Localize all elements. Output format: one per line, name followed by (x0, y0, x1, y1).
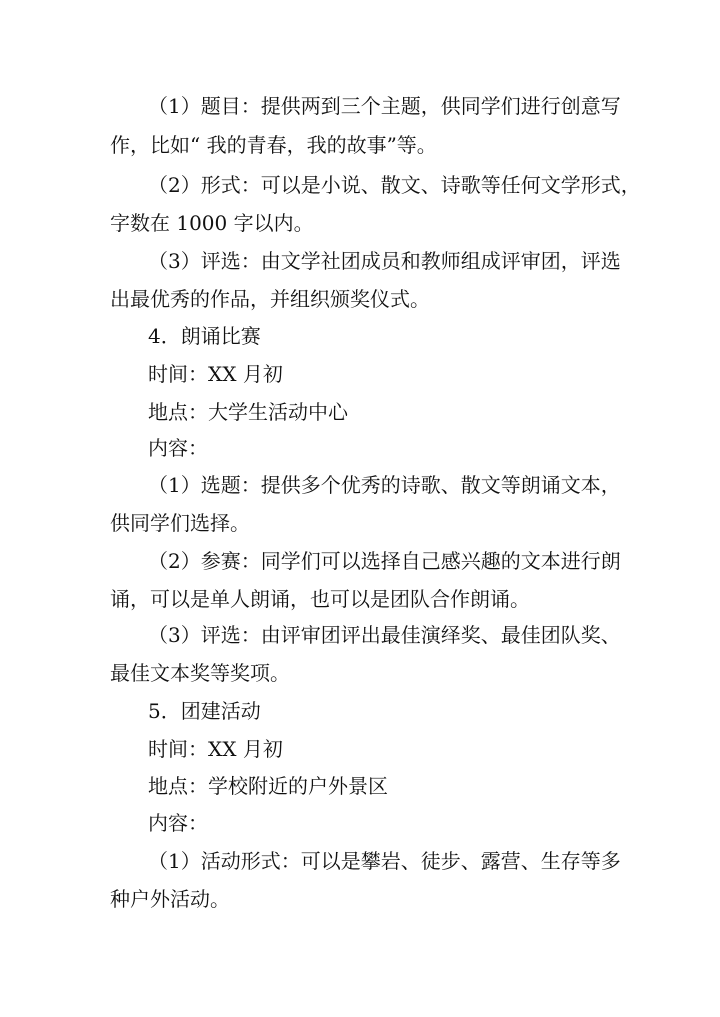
recitation-item-3-line-1: （3）评选：由评审团评出最佳演绎奖、最佳团队奖、 (148, 623, 621, 647)
recitation-item-1-line-2: 供同学们选择。 (110, 511, 250, 535)
section-heading-team-building: 5．团建活动 (148, 699, 261, 723)
recitation-place: 地点：大学生活动中心 (148, 400, 348, 424)
writing-item-2-line-1: （2）形式：可以是小说、散文、诗歌等任何文学形式， (148, 173, 641, 197)
writing-item-3-line-1: （3）评选：由文学社团成员和教师组成评审团，评选 (148, 249, 621, 273)
recitation-content-label: 内容： (148, 436, 208, 460)
team-building-item-1-line-2: 种户外活动。 (110, 887, 230, 911)
team-building-item-1-line-1: （1）活动形式：可以是攀岩、徒步、露营、生存等多 (148, 849, 621, 873)
recitation-item-2-line-1: （2）参赛：同学们可以选择自己感兴趣的文本进行朗 (148, 549, 621, 573)
writing-item-2-line-2: 字数在 1000 字以内。 (110, 211, 314, 235)
team-building-time: 时间：XX 月初 (148, 737, 283, 761)
writing-item-1-line-2: 作，比如“ 我的青春，我的故事”等。 (110, 133, 437, 157)
recitation-item-1-line-1: （1）选题：提供多个优秀的诗歌、散文等朗诵文本， (148, 473, 621, 497)
writing-item-1-line-1: （1）题目：提供两到三个主题，供同学们进行创意写 (148, 94, 621, 118)
writing-item-3-line-2: 出最优秀的作品，并组织颁奖仪式。 (110, 287, 430, 311)
recitation-item-3-line-2: 最佳文本奖等奖项。 (110, 661, 290, 685)
recitation-item-2-line-2: 诵，可以是单人朗诵，也可以是团队合作朗诵。 (110, 587, 530, 611)
section-heading-recitation: 4．朗诵比赛 (148, 324, 261, 348)
team-building-place: 地点：学校附近的户外景区 (148, 774, 388, 798)
recitation-time: 时间：XX 月初 (148, 362, 283, 386)
team-building-content-label: 内容： (148, 811, 208, 835)
